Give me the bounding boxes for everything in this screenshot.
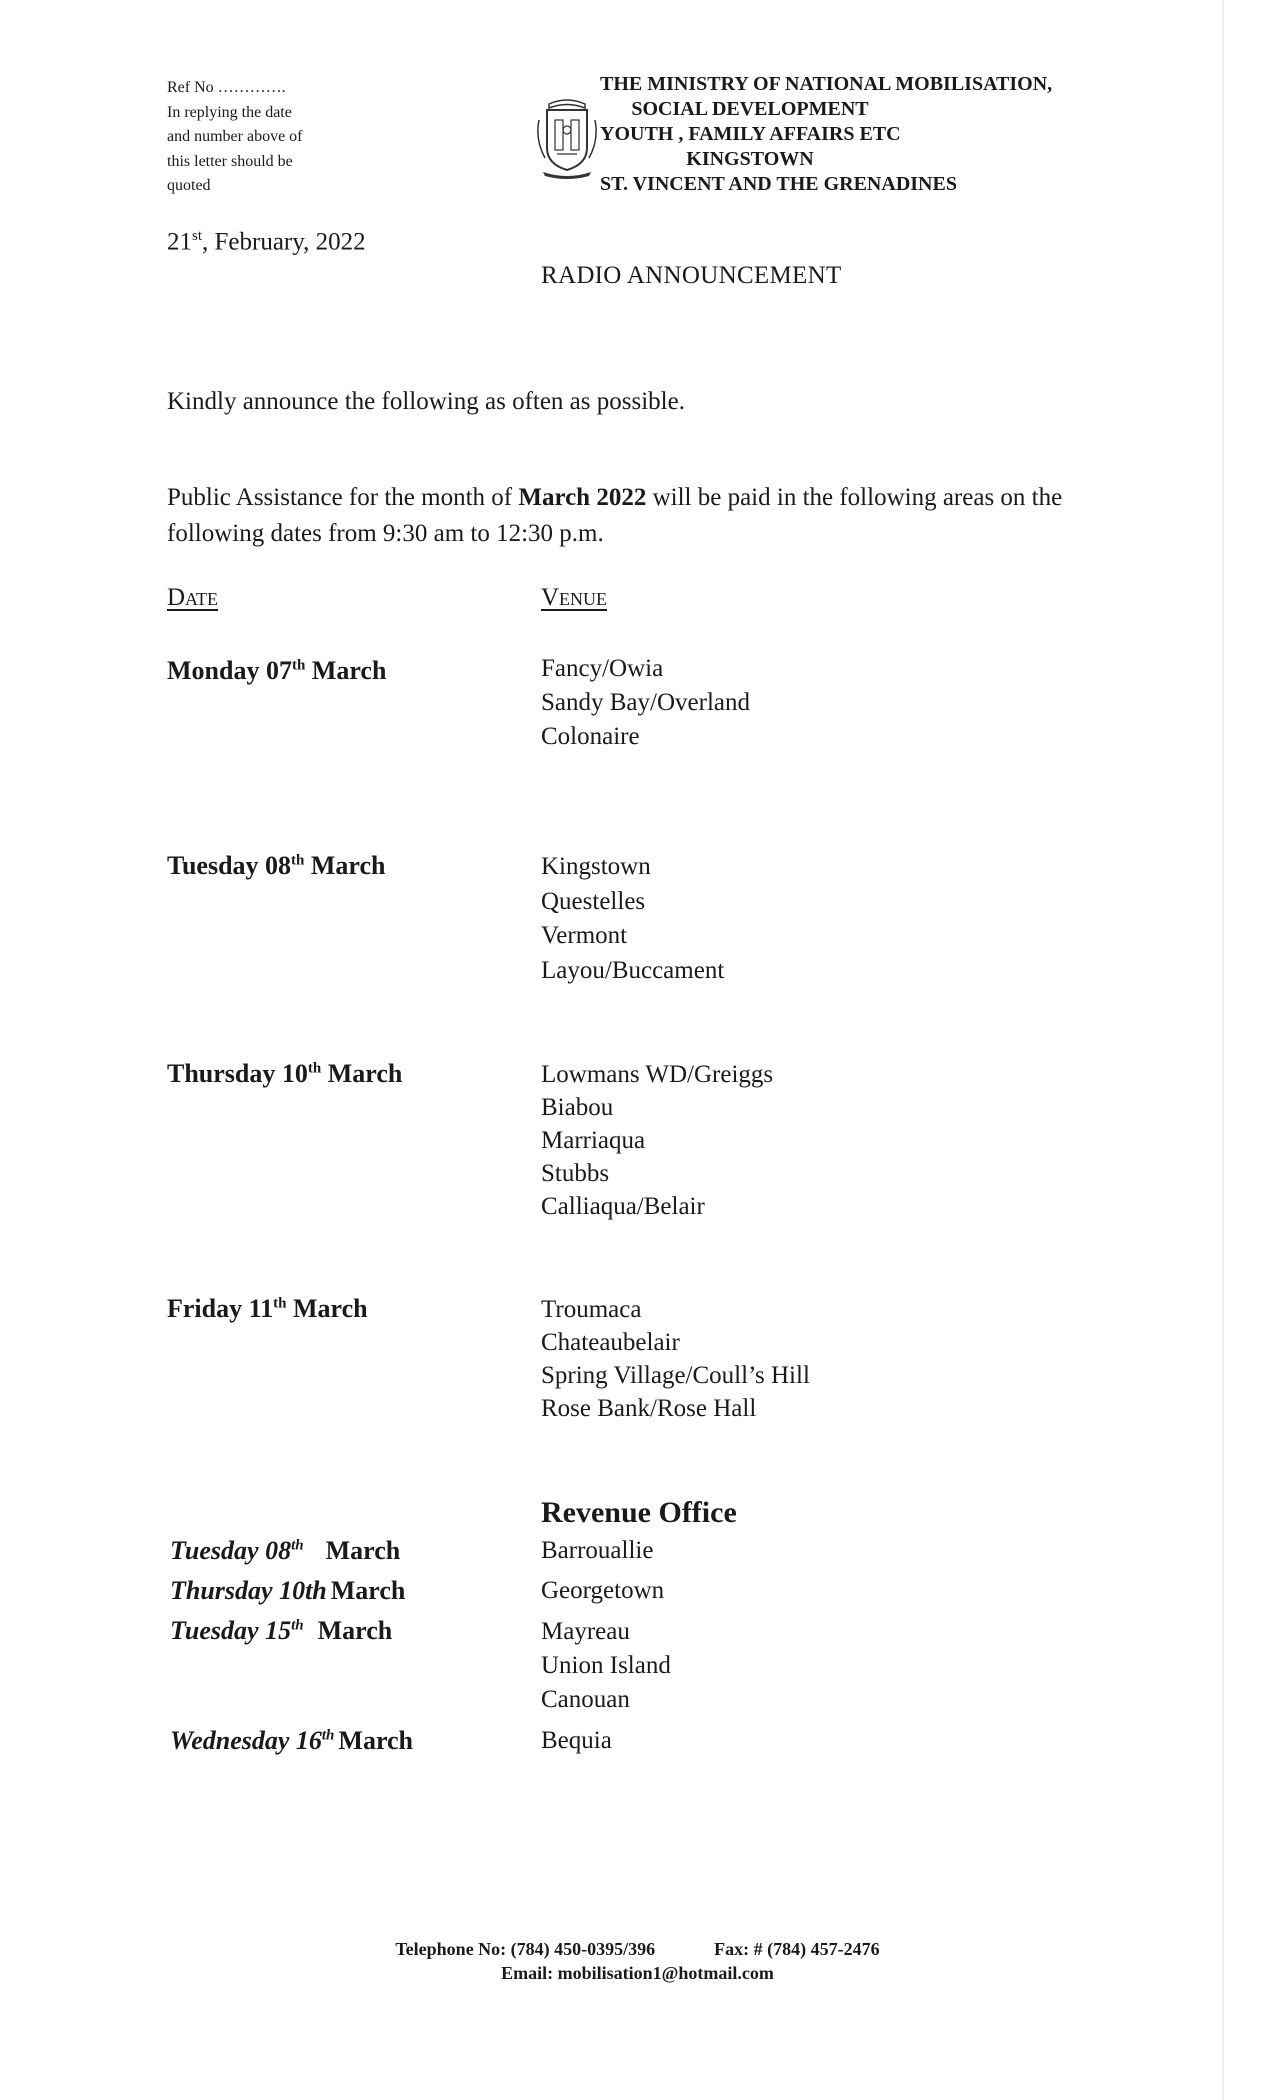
ministry-line: THE MINISTRY OF NATIONAL MOBILISATION, (600, 73, 1053, 95)
day-month: March (325, 1536, 401, 1565)
venue-list (541, 1293, 810, 1425)
revenue-day (170, 1576, 405, 1606)
schedule-day (167, 656, 386, 686)
day-text: Tuesday 15 (170, 1616, 292, 1645)
day-month: March (286, 1294, 368, 1323)
venue-item: Vermont (541, 922, 628, 949)
day-suffix: th (273, 1295, 287, 1312)
date-day: 21 (167, 228, 192, 256)
revenue-day (170, 1726, 413, 1756)
revenue-day (170, 1616, 392, 1646)
day-suffix: th (291, 657, 306, 674)
letter-date (167, 228, 366, 256)
venue-list (541, 1615, 671, 1717)
day-text: Tuesday 08 (167, 851, 292, 880)
venue-item: Mayreau (541, 1618, 630, 1645)
venue-column-header: Venue (541, 584, 608, 611)
venue-item: Layou/Buccament (541, 956, 725, 984)
venue-item: Union Island (541, 1652, 671, 1679)
venue-list (541, 1058, 773, 1223)
schedule-day (167, 1294, 368, 1324)
fax-text: Fax: # (784) 457-2476 (714, 1939, 880, 1959)
venue-item: Colonaire (541, 723, 640, 750)
coat-of-arms-icon (533, 96, 601, 180)
day-month: March (317, 1616, 393, 1645)
venue-item: Canouan (541, 1686, 630, 1713)
ministry-line: YOUTH , FAMILY AFFAIRS ETC (600, 123, 901, 145)
schedule-day (167, 1059, 402, 1089)
scan-edge (1222, 0, 1224, 2100)
revenue-day (170, 1536, 400, 1566)
day-text: Monday 07 (167, 656, 292, 685)
venue-item: Questelles (541, 887, 646, 915)
venue-item: Sandy Bay/Overland (541, 689, 750, 716)
day-month: March (330, 1576, 406, 1605)
footer-contact (0, 1939, 1275, 1960)
venue-item: Calliaqua/Belair (541, 1193, 705, 1220)
ministry-letterhead (600, 72, 1053, 197)
notice-paragraph (167, 480, 1157, 552)
day-suffix: th (321, 1727, 335, 1744)
venue-item: Lowmans WD/Greiggs (541, 1061, 774, 1088)
ref-line: this letter should be (167, 152, 293, 170)
intro-text: Kindly announce the following as often as possible. (167, 388, 685, 415)
ministry-line: ST. VINCENT AND THE GRENADINES (600, 173, 957, 195)
date-column-header: Date (167, 584, 219, 611)
footer-email: Email: mobilisation1@hotmail.com (501, 1963, 774, 1983)
date-suffix: st (192, 228, 203, 244)
revenue-office-heading (541, 1496, 737, 1530)
ref-line: Ref No …………. (167, 79, 286, 96)
day-month: March (304, 851, 386, 880)
venue-item: Chateaubelair (541, 1329, 680, 1356)
notice-month: March 2022 (518, 484, 647, 511)
day-suffix: th (291, 1617, 304, 1634)
revenue-heading-text: Revenue Office (541, 1496, 737, 1529)
day-suffix: th (291, 852, 305, 869)
day-suffix: th (307, 1060, 322, 1077)
venue-item: Rose Bank/Rose Hall (541, 1395, 757, 1422)
date-rest: , February, 2022 (202, 228, 366, 256)
ref-line: quoted (167, 177, 211, 194)
schedule-day (167, 851, 386, 881)
day-suffix: th (291, 1537, 304, 1554)
ministry-line: SOCIAL DEVELOPMENT (631, 98, 869, 120)
day-month: March (305, 656, 387, 685)
venue-item: Fancy/Owia (541, 655, 664, 682)
venue-item: Biabou (541, 1094, 614, 1121)
venue-item: Barrouallie (541, 1537, 654, 1564)
day-text: Tuesday 08 (170, 1536, 292, 1565)
telephone-text: Telephone No: (784) 450-0395/396 (395, 1939, 656, 1959)
day-text: Wednesday 16 (170, 1726, 322, 1755)
day-month: March (321, 1059, 403, 1088)
venue-item: Spring Village/Coull’s Hill (541, 1362, 810, 1389)
venue-list (541, 850, 724, 988)
day-text: Thursday 10 (167, 1059, 308, 1088)
venue-item: Stubbs (541, 1160, 610, 1187)
venue-item: Marriaqua (541, 1127, 646, 1154)
day-text: Friday 11 (167, 1294, 274, 1323)
reference-note (167, 76, 367, 199)
ref-line: and number above of (167, 128, 303, 145)
ref-line: In replying the date (167, 103, 292, 121)
venue-item: Troumaca (541, 1296, 642, 1323)
document-title: RADIO ANNOUNCEMENT (541, 262, 842, 289)
notice-before: Public Assistance for the month of (167, 484, 519, 511)
day-text: Thursday 10th (170, 1576, 327, 1605)
ministry-line: KINGSTOWN (686, 148, 814, 170)
day-month: March (338, 1726, 414, 1755)
venue-item: Bequia (541, 1727, 612, 1754)
venue-item: Kingstown (541, 853, 651, 880)
notice-after: will be paid in the following areas on the following dates from 9:30 am to 12:30 p.m. (167, 484, 1063, 547)
venue-list (541, 652, 750, 754)
venue-item: Georgetown (541, 1577, 665, 1604)
